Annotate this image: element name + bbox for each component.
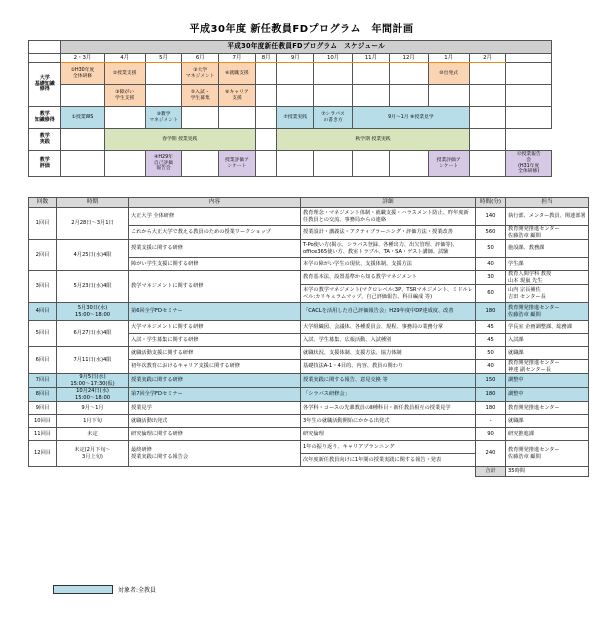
row-staff: 施設課、教務課 [506, 240, 589, 258]
row-detail: 就職状況、支援体制、支援方法、協力体制 [301, 347, 476, 360]
item-haruki: 春学期 授業実践 [104, 129, 255, 151]
row-staff: 調整中 [506, 374, 589, 388]
table-row [29, 208, 589, 226]
page-title: 平成30年度 新任教員FDプログラム 年間計画 [189, 24, 414, 35]
row-staff: 教育開発推進センター [506, 402, 589, 415]
category-practice: 教学 実践 [29, 129, 61, 151]
row-number: 1回目 [29, 208, 57, 240]
month-label: 2・3月 [61, 54, 104, 63]
item-shushoku: ⑥就職支援 [219, 63, 256, 85]
table-row [29, 388, 589, 402]
row-number: 12回目 [29, 441, 57, 467]
row-date: 5月30日(水) 15:00～18:00 [57, 303, 129, 321]
row-minutes: 30 [476, 271, 506, 285]
table-row [29, 321, 589, 334]
item-syllabus: ⑦シラバス の書き方 [314, 107, 353, 129]
row-number: 5回目 [29, 321, 57, 347]
row-detail: 3年生の就職活動開始にかかる出発式 [301, 415, 476, 428]
row-staff: 山内 宗長補佐 吉田 センター長 [506, 285, 589, 303]
row-detail: 1年の振り返り、キャリアプランニング [301, 441, 476, 454]
row-staff: 入試課 [506, 334, 589, 347]
row-staff: 学長室 企画調整課、総務課 [506, 321, 589, 334]
item-ws: ①授業WS [61, 107, 104, 129]
row-detail: 大学組織図、会議体、各種委員会、規程、事務局の業務分掌 [301, 321, 476, 334]
row-staff: 就職課 [506, 415, 589, 428]
category-eval: 教学 評価 [29, 151, 61, 177]
row-content: 初年次教育におけるキャリア支援に関する研修 [129, 360, 301, 374]
row-date: 2月28日～3月1日 [57, 208, 129, 240]
row-content: 入試・学生募集に関する研修 [129, 334, 301, 347]
table-row [29, 374, 589, 388]
table-row [29, 347, 589, 360]
row-date: 6月27日(水)4限 [57, 321, 129, 347]
row-date: 10月24日(水) 15:00～18:00 [57, 388, 129, 402]
header-shosai: 詳細 [301, 198, 476, 208]
item-jiko-hyoka: ④H29年 自己評価 報告会 [145, 151, 182, 177]
row-date: 7月11日(水)4限 [57, 347, 129, 374]
row-date: 4月25日(水)4限 [57, 240, 129, 271]
row-detail: 授業実践に関する報告、意見交換 等 [301, 374, 476, 388]
row-number: 11回目 [29, 428, 57, 441]
row-minutes: 50 [476, 240, 506, 258]
row-detail: 入試、学生募集、広報活動、入試種別 [301, 334, 476, 347]
row-number: 3回目 [29, 271, 57, 303]
row-staff: 就職課 [506, 347, 589, 360]
month-label: 6月 [182, 54, 219, 63]
month-label: 7月 [219, 54, 256, 63]
row-staff: 教育開発推進センター 佐藤浩章 顧問 [506, 303, 589, 321]
row-staff: 教育人間学科 教授 山本 現嵐 先生 [506, 271, 589, 285]
item-jugyo-shien: ②授業支援 [104, 63, 145, 85]
row-content: 就職活動出発式 [129, 415, 301, 428]
row-minutes: 60 [476, 285, 506, 303]
month-label: 11月 [353, 54, 390, 63]
row-detail: 「CACLを活用した自己評価報告会」H29年度中DP達成度、改善 [301, 303, 476, 321]
row-content: 第7回全学FDセミナー [129, 388, 301, 402]
total-value: 35時間 [506, 467, 589, 477]
row-minutes: 180 [476, 388, 506, 402]
item-anke-1: 授業評価ア ンケート [219, 151, 256, 177]
row-minutes: 40 [476, 258, 506, 271]
item-kengaku: 9月～1月 ⑧授業見学 [353, 107, 470, 129]
row-detail: 次年度新任教員向けに1年間の授業実践に関する報告・発表 [301, 454, 476, 467]
row-detail: 研究倫理 [301, 428, 476, 441]
row-staff: 教育開発推進センター 佐藤浩章 顧問 [506, 441, 589, 467]
row-number: 4回目 [29, 303, 57, 321]
row-detail: 「シラバス研修会」 [301, 388, 476, 402]
row-date: 未定(2月下旬～ 3月上旬) [57, 441, 129, 467]
row-staff: 教育開発推進センター 神達 副センター長 [506, 360, 589, 374]
row-minutes: 560 [476, 226, 506, 240]
row-staff: 教育開発推進センター 佐藤浩章 顧問 [506, 226, 589, 240]
row-date: 未定 [57, 428, 129, 441]
row-content: 大正大学 全体研修 [129, 208, 301, 226]
row-content: 最終研修 授業実践に関する報告会 [129, 441, 301, 467]
header-jikan: 時間(分) [476, 198, 506, 208]
row-detail: 各学科・コースの先輩教員のⅡ種科目・新任教員相互の授業見学 [301, 402, 476, 415]
row-content: 障がい学生支援に関する研修 [129, 258, 301, 271]
row-minutes: 45 [476, 334, 506, 347]
row-detail: 教育基本法、設置基準から知る教学マネジメント [301, 271, 476, 285]
item-zentai: ①H30年度 全体研修 [61, 63, 104, 85]
row-number: 6回目 [29, 347, 57, 374]
item-hassoku: ⑩出発式 [428, 63, 469, 85]
category-univ: 大学 基礎知識 修得 [29, 63, 61, 107]
row-content: 大学マネジメントに関する研修 [129, 321, 301, 334]
header-jiki: 時期 [57, 198, 129, 208]
row-minutes: 180 [476, 402, 506, 415]
table-row [29, 303, 589, 321]
row-staff: 研究推進課 [506, 428, 589, 441]
row-detail: 教育理念・マネジメント体制・就職支援・ハラスメント防止、昨年度新任教員との交流、事務局からの連絡 [301, 208, 476, 226]
row-staff: 学生課 [506, 258, 589, 271]
table-row [29, 415, 589, 428]
row-content: 就職活動支援に関する研修 [129, 347, 301, 360]
month-label: 4月 [104, 54, 145, 63]
row-number: 8回目 [29, 388, 57, 402]
header-tanto: 担当 [506, 198, 589, 208]
row-minutes: 140 [476, 208, 506, 226]
table-row [29, 240, 589, 258]
row-minutes: 45 [476, 321, 506, 334]
row-content: これから大正大学で教える教員のための授業ワークショップ [129, 226, 301, 240]
schedule-title: 平成30年度新任教員FDプログラム スケジュール [61, 41, 552, 54]
item-career: ⑥キャリア 支援 [219, 85, 256, 107]
program-table [28, 197, 589, 477]
item-akiki: 秋学期 授業実践 [277, 129, 469, 151]
row-detail: 本学の教学マネジメント(マクロレベル:3P、TSRマネジメント、ミドルレベル:カリキュラムマップ、自己評価報告、科目編成 等) [301, 285, 476, 303]
row-staff: 調整中 [506, 388, 589, 402]
month-label: 12月 [389, 54, 428, 63]
category-edu: 教学 知識修得 [29, 107, 61, 129]
row-date: 1月下旬 [57, 415, 129, 428]
row-content: 授業支援に関する研修 [129, 240, 301, 258]
total-row [29, 467, 589, 477]
row-content: 授業実践に関する研修 [129, 374, 301, 388]
month-label: 2月 [469, 54, 506, 63]
table-row [29, 441, 589, 454]
row-staff: 執行部、メンター教員、関連部署 [506, 208, 589, 226]
month-label: 8月 [255, 54, 277, 63]
month-label: 5月 [145, 54, 182, 63]
row-detail: T-Po使い方(掲示、シラバス登録、各種出力、出欠管理、評価等)、office365使い方、教室トラブル、TA・SA・ゲスト講師、試験 [301, 240, 476, 258]
header-naiyo: 内容 [129, 198, 301, 208]
row-number: 10回目 [29, 415, 57, 428]
item-daigaku-mgmt: ③大学 マネジメント [182, 63, 219, 85]
total-label: 合計 [476, 467, 506, 477]
row-date: 9月～1月 [57, 402, 129, 415]
item-anke-2: 授業評価ア ンケート [428, 151, 469, 177]
month-label: 10月 [314, 54, 353, 63]
row-detail: 授業設計・講義法・アクティブラーニング・評価方法・授業改善 [301, 226, 476, 240]
row-number: 9回目 [29, 402, 57, 415]
row-minutes: 180 [476, 303, 506, 321]
schedule-table [28, 40, 552, 177]
row-minutes: 50 [476, 347, 506, 360]
item-shogai: ③障がい 学生支援 [104, 85, 145, 107]
row-detail: 基礎技法A-1・4目的、内容、教員の関わり [301, 360, 476, 374]
month-label: 9月 [277, 54, 314, 63]
program-rows [29, 208, 589, 477]
item-nyushi: ⑤入試・ 学生募集 [182, 85, 219, 107]
row-content: 授業見学 [129, 402, 301, 415]
item-kyogaku-mgmt: ③教学 マネジメント [145, 107, 182, 129]
row-minutes: - [476, 415, 506, 428]
table-row [29, 402, 589, 415]
row-content: 研究倫理に関する研修 [129, 428, 301, 441]
row-date: 9月5日(水) 15:00～17:30(仮) [57, 374, 129, 388]
header-kaisu: 回数 [29, 198, 57, 208]
row-minutes: 90 [476, 428, 506, 441]
row-number: 7回目 [29, 374, 57, 388]
legend-swatch [53, 585, 113, 594]
row-content: 教学マネジメントに関する研修 [129, 271, 301, 303]
legend-label: 対象者:全教員 [118, 587, 157, 594]
item-jugyo-jissen: ⑦授業実践 [277, 107, 314, 129]
row-number: 2回目 [29, 240, 57, 271]
row-content: 第6回全学FDセミナー [129, 303, 301, 321]
row-date: 5月23日(水)4限 [57, 271, 129, 303]
row-detail: 本学の障がい学生の現状、支援体制、支援方法 [301, 258, 476, 271]
month-label: 1月 [428, 54, 469, 63]
table-row [29, 271, 589, 285]
row-minutes: 150 [476, 374, 506, 388]
row-minutes: 240 [476, 441, 506, 467]
item-hokoku: ⑫授業報告 会 (H31年度 全体研修) [506, 151, 552, 177]
row-minutes: 40 [476, 360, 506, 374]
table-row [29, 428, 589, 441]
